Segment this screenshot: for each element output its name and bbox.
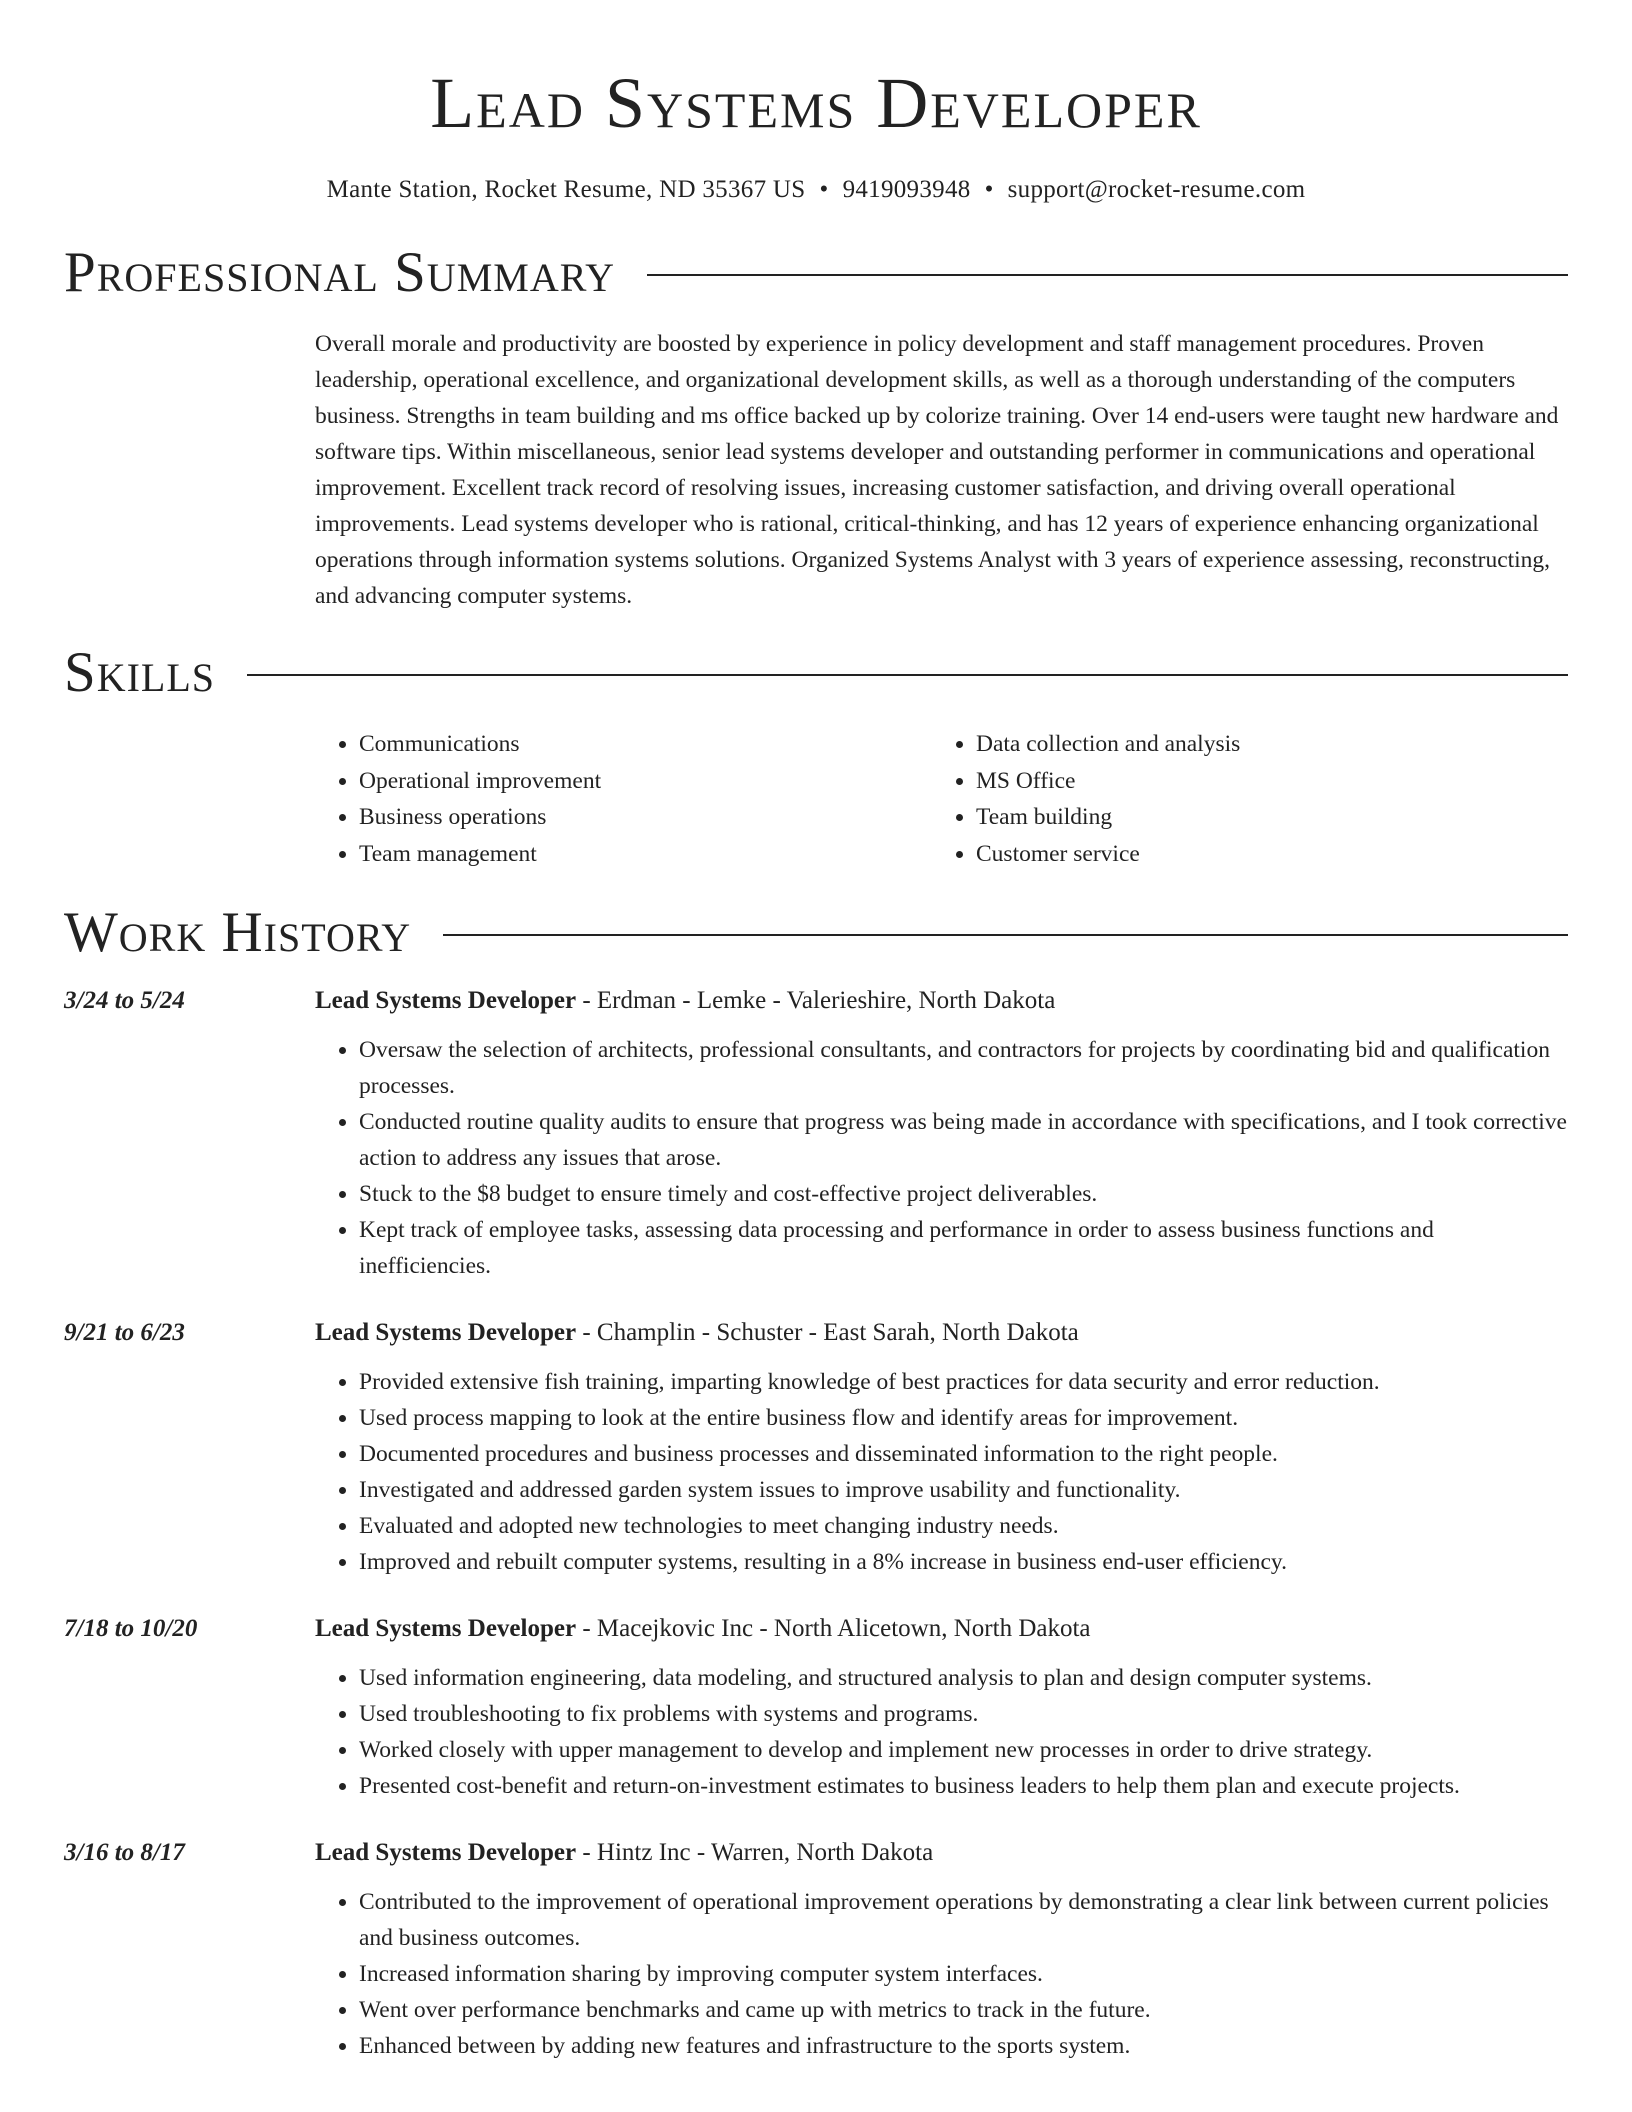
job-employer: - Erdman - Lemke - Valerieshire, North Dakota <box>576 987 1056 1014</box>
summary-section-header <box>64 238 1568 308</box>
job-bullet: • Used information engineering, data modeling, and structured analysis to plan and design computer systems. <box>359 1660 1568 1696</box>
job-bullet: • Investigated and addressed garden system issues to improve usability and functionality. <box>359 1472 1568 1508</box>
skills-section-header <box>64 638 1568 708</box>
skills-column-1 <box>315 726 932 872</box>
job-header <box>64 1316 1568 1350</box>
summary-heading: Professional Summary <box>64 241 616 304</box>
job-bullet: • Kept track of employee tasks, assessing data processing and performance in order to assess business functions and inefficiencies. <box>359 1212 1568 1284</box>
job-line <box>315 1316 1079 1350</box>
job-employer: - Hintz Inc - Warren, North Dakota <box>576 1839 934 1866</box>
job-bullet: • Increased information sharing by improving computer system interfaces. <box>359 1956 1568 1992</box>
job-bullets <box>315 1032 1568 1284</box>
job-dates: 3/24 to 5/24 <box>64 987 185 1014</box>
summary-text: Overall morale and productivity are boosted by experience in policy development and staff management procedures. Proven leadership, operational excellence, and organizational development skills, as well as a thorough understanding of the computers business. Strengths in team building and ms office backed up by colorize training. Over 14 end-users were taught new hardware and software tips. Within miscellaneous, senior lead systems developer and outstanding performer in communications and operational improvement. Excellent track record of resolving issues, increasing customer satisfaction, and driving overall operational improvements. Lead systems developer who is rational, critical-thinking, and has 12 years of experience enhancing organizational operations through information systems solutions. Organized Systems Analyst with 3 years of experience assessing, reconstructing, and advancing computer systems. <box>315 331 1559 609</box>
job-bullet: • Improved and rebuilt computer systems, resulting in a 8% increase in business end-user efficiency. <box>359 1544 1568 1580</box>
job-bullets <box>315 1660 1568 1804</box>
job-bullets <box>315 1364 1568 1580</box>
contact-separator: • <box>984 176 994 203</box>
job-header <box>64 984 1568 1018</box>
job-bullet: • Stuck to the $8 budget to ensure timely and cost-effective project deliverables. <box>359 1176 1568 1212</box>
job-entry <box>64 1836 1568 2064</box>
job-bullet: • Contributed to the improvement of operational improvement operations by demonstrating a clear link between current policies and business outcomes. <box>359 1884 1568 1956</box>
job-title: Lead Systems Developer <box>315 987 577 1014</box>
contact-address: Mante Station, Rocket Resume, ND 35367 US <box>326 176 806 203</box>
job-dates: 3/16 to 8/17 <box>64 1839 185 1866</box>
work-heading: Work History <box>64 901 412 964</box>
job-bullet: • Worked closely with upper management to develop and implement new processes in order to drive strategy. <box>359 1732 1568 1768</box>
skill-item: • Customer service <box>976 836 1549 873</box>
contact-separator: • <box>819 176 829 203</box>
contact-email: support@rocket-resume.com <box>1007 176 1306 203</box>
job-title: Lead Systems Developer <box>315 1615 577 1642</box>
job-bullet: • Oversaw the selection of architects, professional consultants, and contractors for projects by coordinating bid and qualification processes. <box>359 1032 1568 1104</box>
job-entry <box>64 1612 1568 1804</box>
job-bullet: • Conducted routine quality audits to ensure that progress was being made in accordance with specifications, and I took corrective action to address any issues that arose. <box>359 1104 1568 1176</box>
job-line <box>315 984 1055 1018</box>
contact-phone: 9419093948 <box>842 176 971 203</box>
job-bullet: • Enhanced between by adding new features and infrastructure to the sports system. <box>359 2028 1568 2064</box>
job-bullet: • Used troubleshooting to fix problems with systems and programs. <box>359 1696 1568 1732</box>
job-employer: - Champlin - Schuster - East Sarah, North Dakota <box>576 1319 1079 1346</box>
job-bullet: • Presented cost-benefit and return-on-investment estimates to business leaders to help them plan and execute projects. <box>359 1768 1568 1804</box>
job-title: Lead Systems Developer <box>315 1319 577 1346</box>
job-bullet: • Went over performance benchmarks and came up with metrics to track in the future. <box>359 1992 1568 2028</box>
skill-item: • Data collection and analysis <box>976 726 1549 763</box>
job-line <box>315 1836 933 1870</box>
skill-item: • MS Office <box>976 763 1549 800</box>
skill-item: • Business operations <box>359 799 932 836</box>
job-header <box>64 1612 1568 1646</box>
job-dates: 9/21 to 6/23 <box>64 1319 185 1346</box>
section-divider <box>443 934 1568 936</box>
skills-column-2 <box>932 726 1549 872</box>
contact-line <box>64 174 1568 206</box>
work-section-header <box>64 898 1568 968</box>
skill-item: • Communications <box>359 726 932 763</box>
resume-page <box>64 0 1568 2064</box>
section-divider <box>247 674 1568 676</box>
job-bullet: • Evaluated and adopted new technologies to meet changing industry needs. <box>359 1508 1568 1544</box>
skill-item: • Team management <box>359 836 932 873</box>
job-bullet: • Documented procedures and business processes and disseminated information to the right people. <box>359 1436 1568 1472</box>
job-bullet: • Used process mapping to look at the entire business flow and identify areas for improvement. <box>359 1400 1568 1436</box>
job-header <box>64 1836 1568 1870</box>
job-entry <box>64 984 1568 1284</box>
job-line <box>315 1612 1091 1646</box>
job-bullets <box>315 1884 1568 2064</box>
job-employer: - Macejkovic Inc - North Alicetown, North Dakota <box>576 1615 1091 1642</box>
job-title: Lead Systems Developer <box>315 1839 577 1866</box>
skill-item: • Operational improvement <box>359 763 932 800</box>
resume-name: Lead Systems Developer <box>430 63 1202 143</box>
job-dates: 7/18 to 10/20 <box>64 1615 198 1642</box>
skills-heading: Skills <box>64 641 216 704</box>
section-divider <box>647 274 1568 276</box>
job-bullet: • Provided extensive fish training, imparting knowledge of best practices for data security and error reduction. <box>359 1364 1568 1400</box>
skills-list <box>315 726 1568 872</box>
skill-item: • Team building <box>976 799 1549 836</box>
job-entry <box>64 1316 1568 1580</box>
